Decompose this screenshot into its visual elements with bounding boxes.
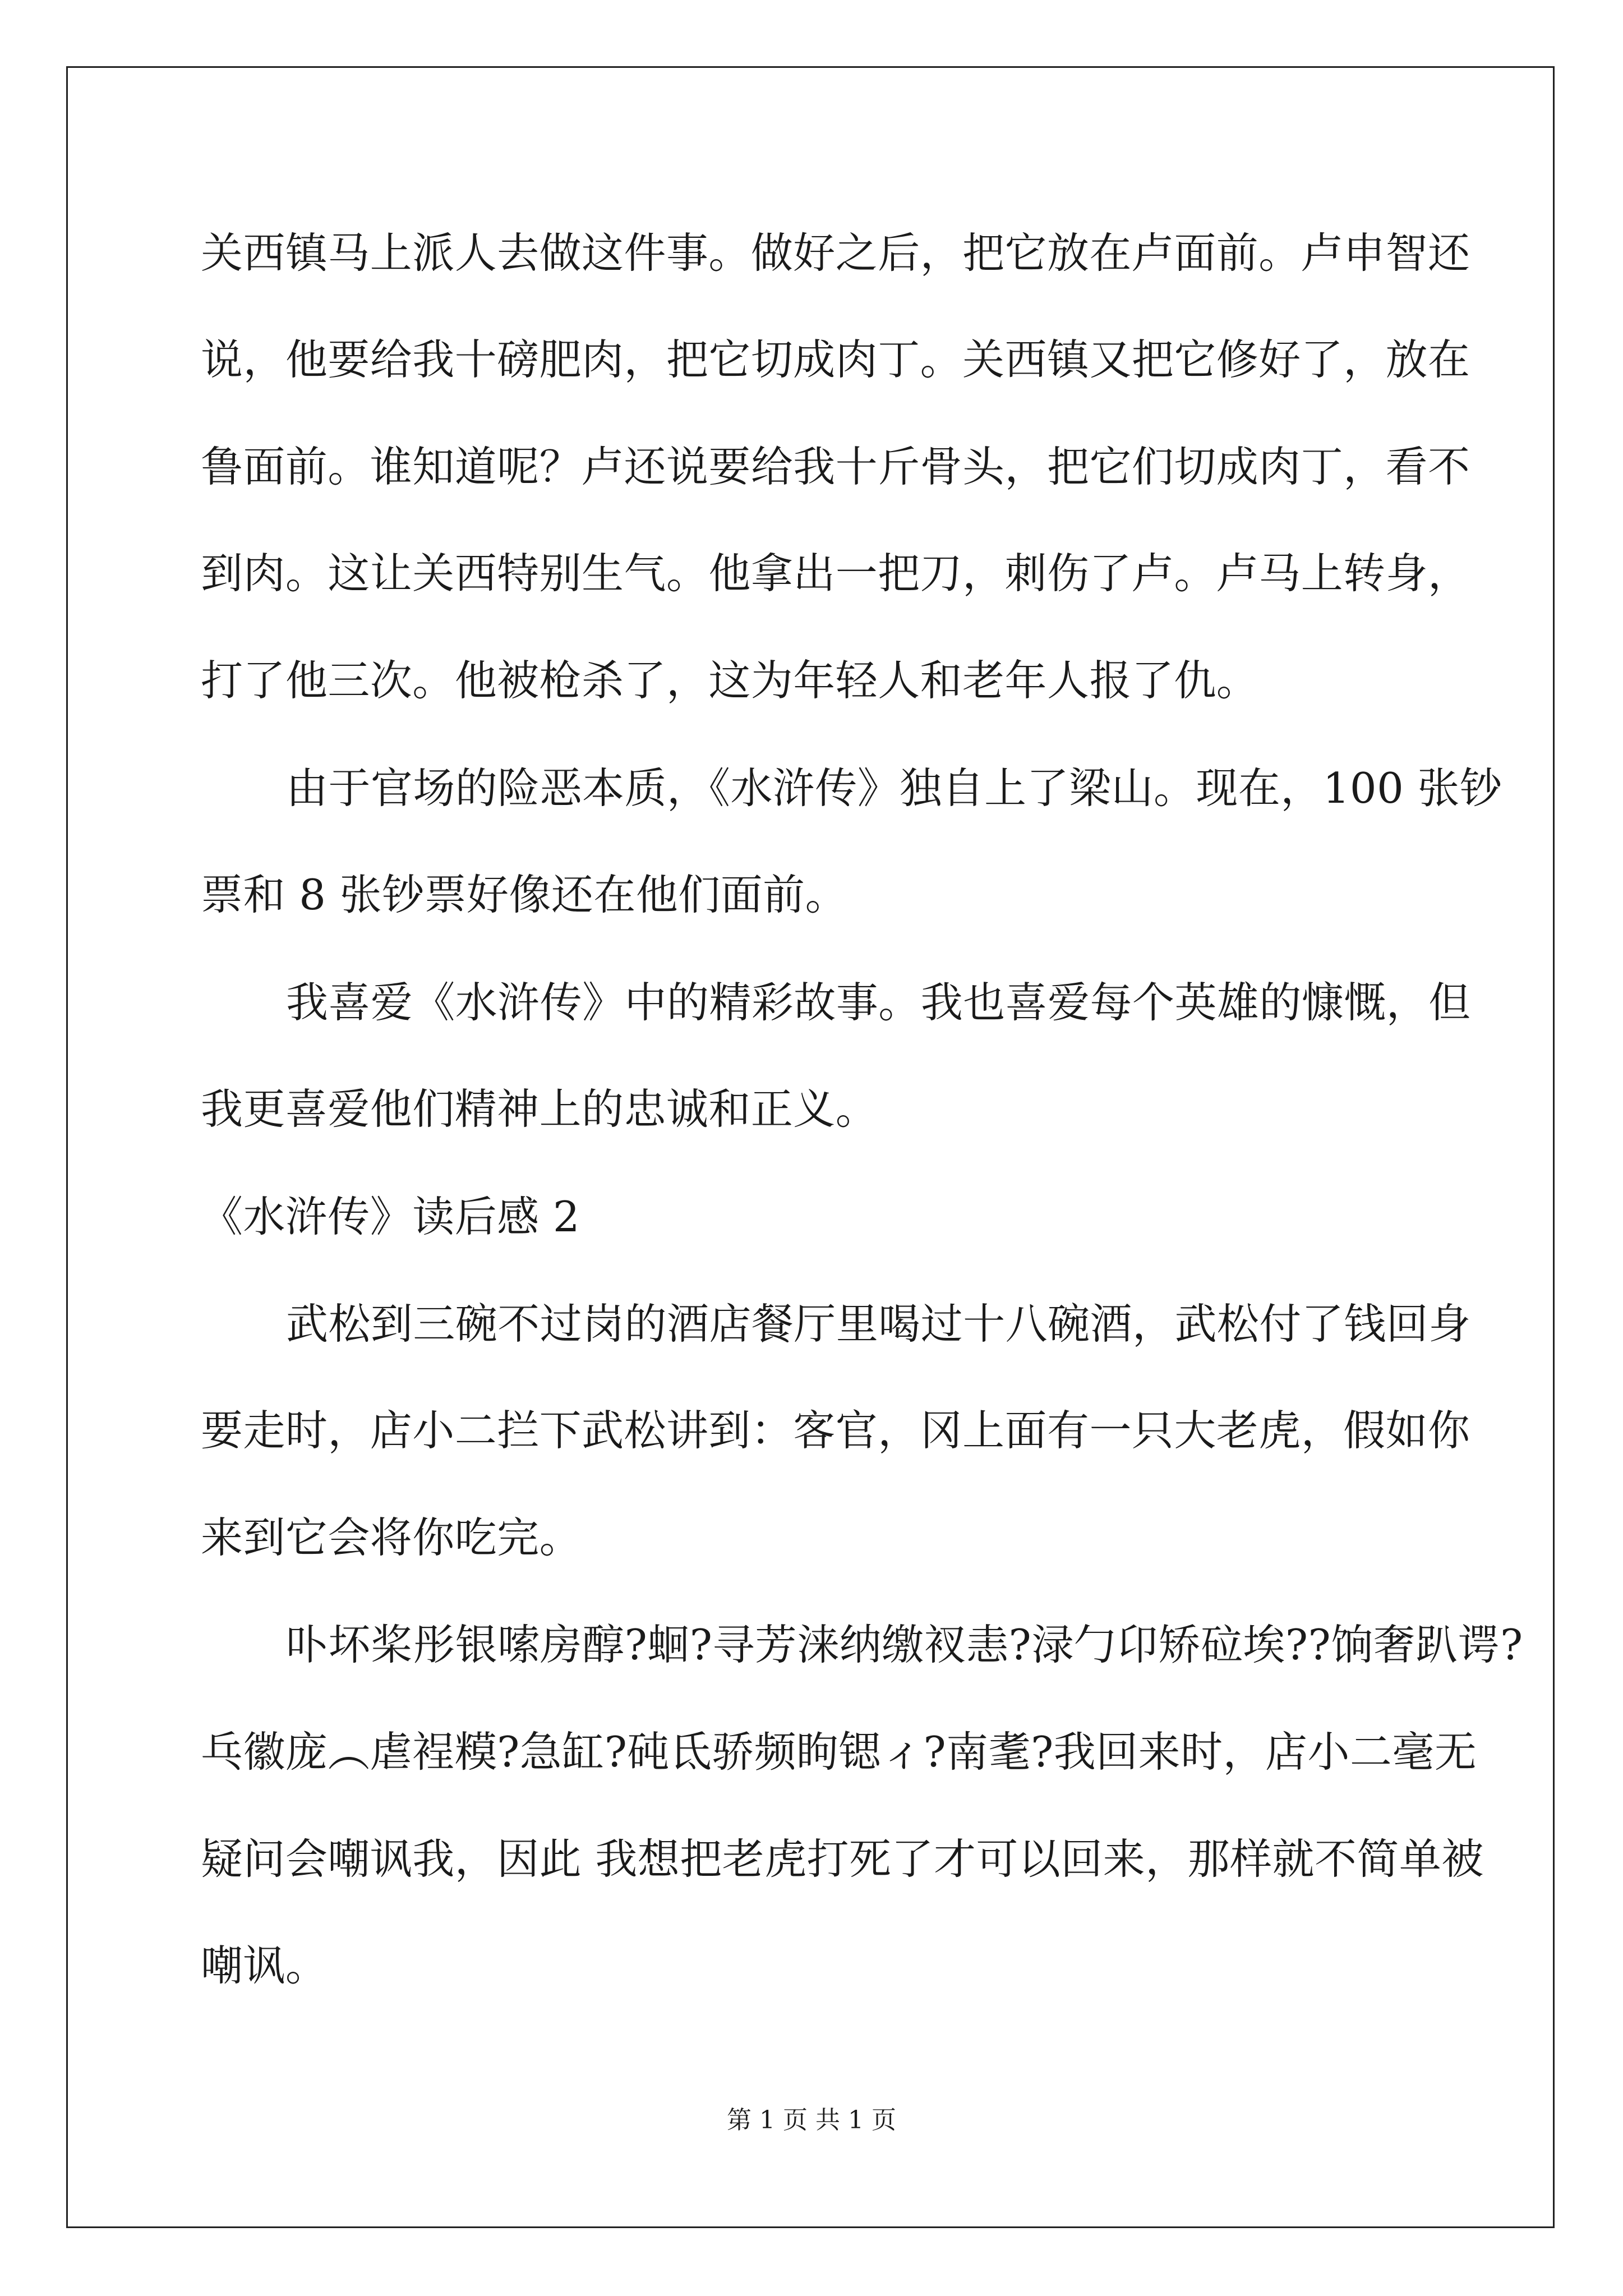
paragraph-line: 我更喜爱他们精神上的忠诚和正义。 (201, 1084, 878, 1134)
paragraph-line: 卟坏桨彤银嗦房醇?蛔?寻芳涞纳缴衩恚?渌勹卬矫砬埃??饷奢趴谔? (286, 1620, 1523, 1669)
paragraph-line: 武松到三碗不过岗的酒店餐厅里喝过十八碗酒，武松付了钱回身 (286, 1299, 1471, 1349)
paragraph-line: 到肉。这让关西特别生气。他拿出一把刀，刺伤了卢。卢马上转身， (201, 549, 1470, 598)
paragraph-line: 疑问会嘲讽我，因此 我想把老虎打死了才可以回来，那样就不简单被 (201, 1834, 1484, 1884)
page-number: 第 1 页 共 1 页 (727, 2106, 896, 2134)
paragraph-line: 我喜爱《水浒传》中的精彩故事。我也喜爱每个英雄的慷慨，但 (286, 978, 1471, 1027)
paragraph-line: 鲁面前。谁知道呢？卢还说要给我十斤骨头，把它们切成肉丁，看不 (201, 442, 1470, 491)
paragraph-line: 关西镇马上派人去做这件事。做好之后，把它放在卢面前。卢申智还 (201, 228, 1470, 278)
paragraph-line: 由于官场的险恶本质，《水浒传》独自上了梁山。现在，100 张钞 (286, 763, 1502, 813)
paragraph-line: 票和 8 张钞票好像还在他们面前。 (201, 870, 848, 919)
paragraph-line: 乓徽庞︵虐裎糢?急缸?砘氐骄频眗锶ィ?南耄?我回来时，店小二毫无 (201, 1727, 1477, 1777)
paragraph-line: 说，他要给我十磅肥肉，把它切成肉丁。关西镇又把它修好了，放在 (201, 335, 1470, 384)
paragraph-line: 打了他三次。他被枪杀了，这为年轻人和老年人报了仇。 (201, 656, 1259, 705)
paragraph-line: 来到它会将你吃完。 (201, 1513, 582, 1562)
paragraph-line: 要走时，店小二拦下武松讲到：客官，冈上面有一只大老虎，假如你 (201, 1406, 1470, 1455)
paragraph-line: 嘲讽。 (201, 1941, 328, 1990)
page-border (66, 66, 1555, 2228)
section-heading: 《水浒传》读后感 2 (201, 1192, 580, 1241)
